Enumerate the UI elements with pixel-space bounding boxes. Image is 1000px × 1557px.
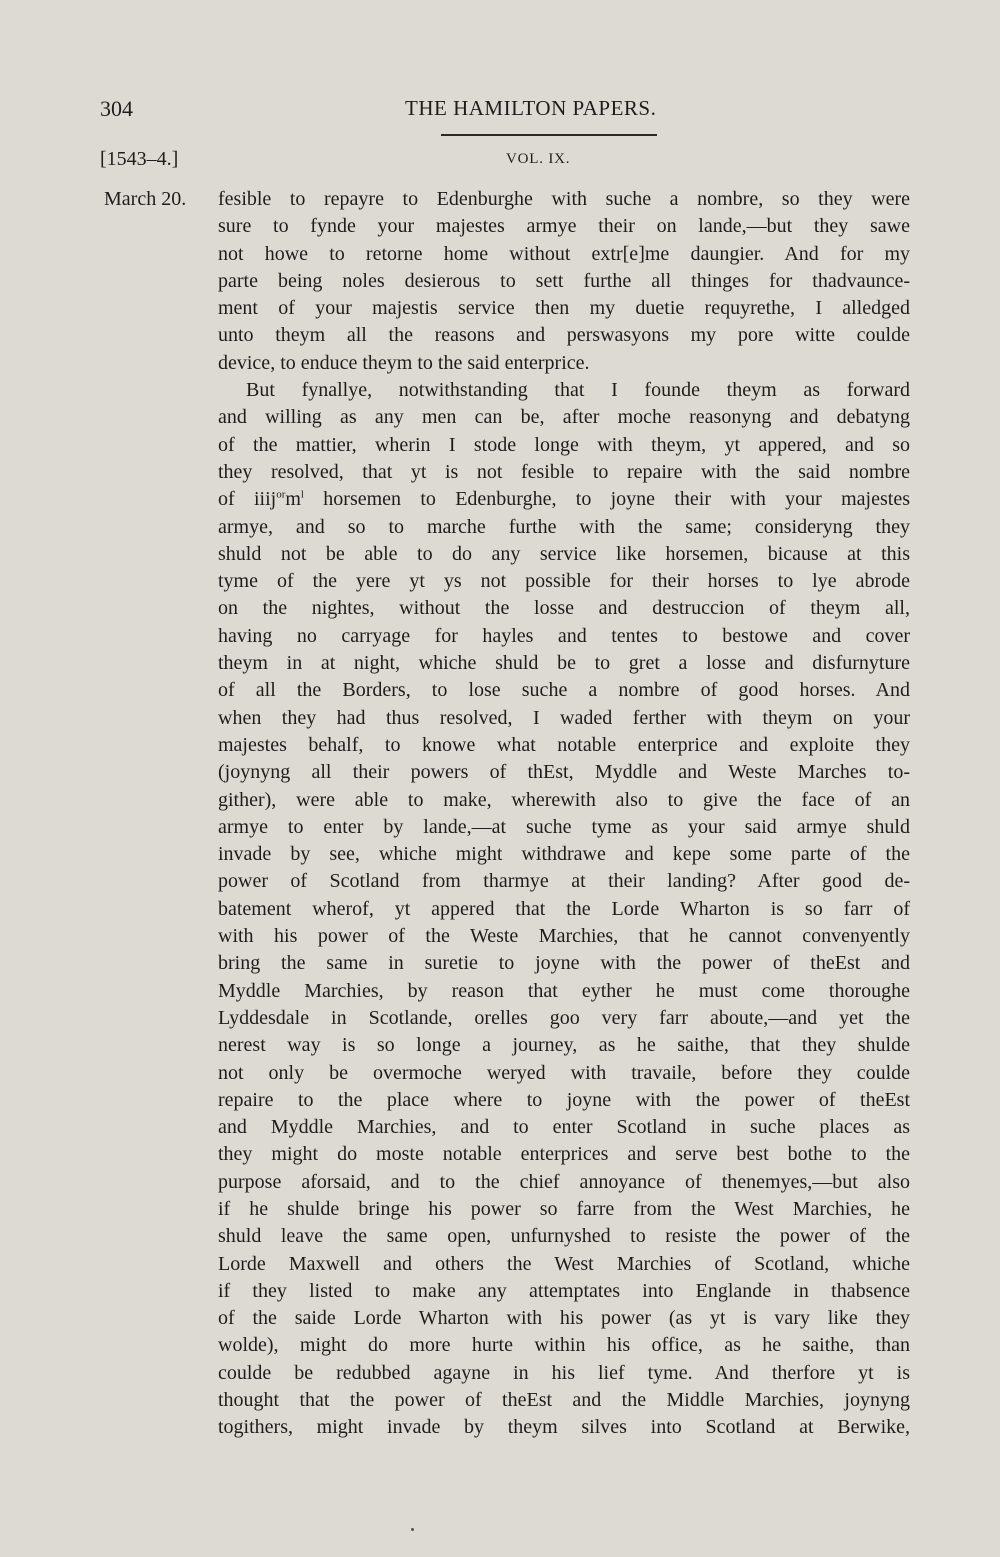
text-line: theym in at night, whiche shuld be to gret a losse and disfurnyture (218, 652, 910, 675)
margin-date: March 20. (104, 188, 187, 210)
text-line: wolde), might do more hurte within his office, as he saithe, than (218, 1334, 910, 1357)
text-line: of the mattier, wherin I stode longe with theym, yt appered, and so (218, 433, 910, 456)
text-line: not howe to retorne home without extr[e]me daungier. And for my (218, 242, 910, 265)
text-line: armye, and so to marche furthe with the same; consideryng they (218, 515, 910, 538)
text-line: and Myddle Marchies, and to enter Scotland in suche places as (218, 1116, 910, 1139)
text-line: parte being noles desierous to sett furthe all thinges for thadvaunce- (218, 269, 910, 292)
text-line: power of Scotland from tharmye at their landing? After good de- (218, 870, 910, 893)
text-line: Lorde Maxwell and others the West Marchies of Scotland, whiche (218, 1252, 910, 1275)
page-header (0, 96, 1000, 132)
text-line: on the nightes, without the losse and destruccion of theym all, (218, 597, 910, 620)
text-line: batement wherof, yt appered that the Lorde Wharton is so farr of (218, 897, 910, 920)
text-line: invade by see, whiche might withdrawe and kepe some parte of the (218, 843, 910, 866)
text-line: shuld not be able to do any service like horsemen, bicause at this (218, 542, 910, 565)
text-line: if he shulde bringe his power so farre from the West Marchies, he (218, 1197, 910, 1220)
page-number: 304 (100, 96, 133, 121)
text-line: when they had thus resolved, I waded ferther with theym on your (218, 706, 910, 729)
text-line: majestes behalf, to knowe what notable enterprice and exploite they (218, 733, 910, 756)
text-line: they might do moste notable enterprices and serve best bothe to the (218, 1143, 910, 1166)
text-line: and willing as any men can be, after moche reasonyng and debatyng (218, 406, 910, 429)
text-line: But fynallye, notwithstanding that I founde theym as forward (246, 379, 910, 402)
text-line: unto theym all the reasons and perswasyons my pore witte coulde (218, 324, 910, 347)
text-line: repaire to the place where to joyne with the power of theEst (218, 1088, 910, 1111)
text-line: of the saide Lorde Wharton with his power (as yt is vary like they (218, 1307, 910, 1330)
text-line: of all the Borders, to lose suche a nombre of good horses. And (218, 679, 910, 702)
text-line: gither), were able to make, wherewith also to give the face of an (218, 788, 910, 811)
text-line: coulde be redubbed agayne in his lief tyme. And therfore yt is (218, 1361, 910, 1384)
title-rule (441, 134, 657, 136)
text-line: device, to enduce theym to the said enterprice. (218, 351, 590, 374)
text-line: nerest way is so longe a journey, as he saithe, that they shulde (218, 1034, 910, 1057)
body-text (218, 186, 910, 1442)
text-line: (joynyng all their powers of thEst, Myddle and Weste Marches to- (218, 761, 910, 784)
text-line: not only be overmoche weryed with travaile, before they coulde (218, 1061, 910, 1084)
text-line: of $iiij^{or}m^l$ horsemen to Edenburghe, to joyne their with your majestes (218, 488, 910, 511)
text-line: they resolved, that yt is not fesible to repaire with the said nombre (218, 460, 910, 483)
text-line: fesible to repayre to Edenburghe with suche a nombre, so they were (218, 188, 910, 210)
text-line: tyme of the yere yt ys not possible for their horses to lye abrode (218, 570, 910, 593)
text-line: sure to fynde your majestes armye their on lande,—but they sawe (218, 215, 910, 238)
text-line: with his power of the Weste Marchies, that he cannot convenyently (218, 925, 910, 948)
text-line: bring the same in suretie to joyne with the power of theEst and (218, 952, 910, 975)
text-line: thought that the power of theEst and the Middle Marchies, joynyng (218, 1389, 910, 1412)
text-line: if they listed to make any attemptates into Englande in thabsence (218, 1279, 910, 1302)
text-line: armye to enter by lande,—at suche tyme as your said armye shuld (218, 815, 910, 838)
volume-label: VOL. IX. (506, 151, 571, 167)
text-line: having no carryage for hayles and tentes to bestowe and cover (218, 624, 910, 647)
text-line: shuld leave the same open, unfurnyshed to resiste the power of the (218, 1225, 910, 1248)
text-line: purpose aforsaid, and to the chief annoyance of thenemyes,—but also (218, 1170, 910, 1193)
text-line: Lyddesdale in Scotlande, orelles goo very farr aboute,—and yet the (218, 1006, 910, 1029)
running-title: THE HAMILTON PAPERS. (405, 96, 657, 120)
year-label: [1543–4.] (100, 148, 179, 170)
text-line: togithers, might invade by theym silves into Scotland at Berwike, (218, 1416, 910, 1439)
page-speck (411, 1528, 414, 1531)
text-line: ment of your majestis service then my duetie requyrethe, I alledged (218, 297, 910, 320)
text-line: Myddle Marchies, by reason that eyther he must come thoroughe (218, 979, 910, 1002)
